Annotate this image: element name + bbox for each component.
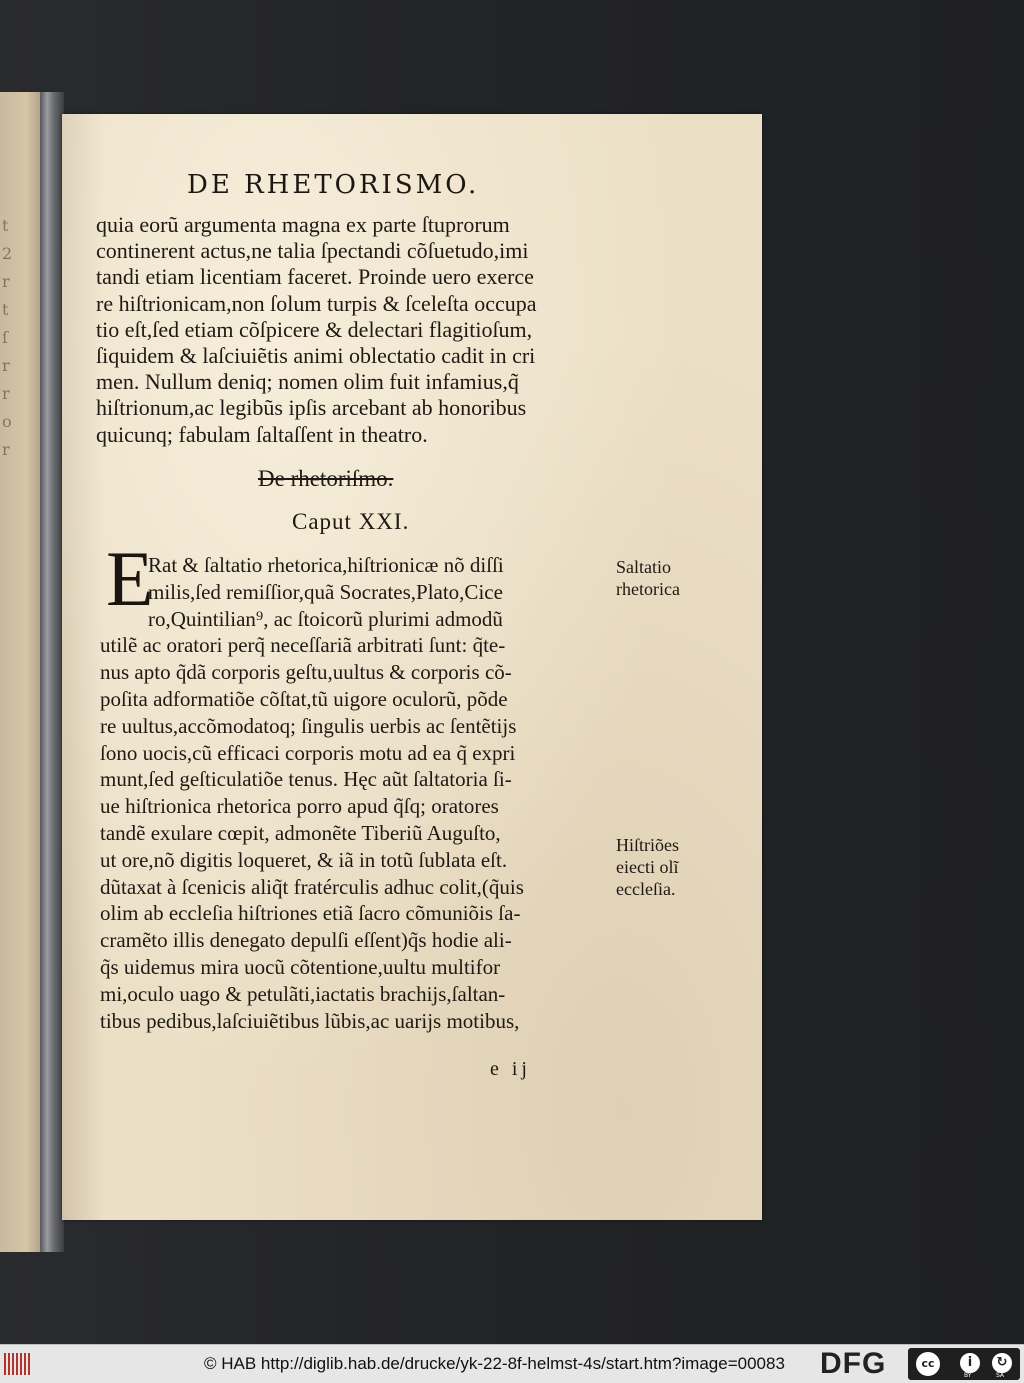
text-line: ue hiſtrionica rhetorica porro apud q̃ſq; oratores [100, 794, 499, 819]
text-line: q̃s uidemus mira uocũ cõtentione,uultu multifor [100, 954, 501, 979]
running-head: DE RHETORISMO. [187, 170, 480, 200]
text-line: nus apto q̃dã corporis geſtu,uultus & corporis cõ- [100, 660, 512, 685]
source-link[interactable]: © HAB http://diglib.hab.de/drucke/yk-22-8f-helmst-4s/start.htm?image=00083 [204, 1354, 785, 1373]
text-line: olim ab eccleſia hiſtriones etiã ſacro cõmuniõis ſa- [100, 901, 521, 926]
text-line: hiſtrionum,ac legibũs ipſis arcebant ab honoribus [96, 395, 527, 421]
margin-note-histriones [616, 834, 679, 900]
drop-initial: E [106, 535, 154, 622]
text-line: ſiquidem & laſciuiẽtis animi oblectatio cadit in cri [96, 343, 536, 369]
text-line: ro,Quintilian⁹, ac ſtoicorũ plurimi admodũ [148, 606, 503, 631]
library-barcode-icon [4, 1353, 34, 1375]
previous-page-edge [0, 92, 44, 1252]
signature-mark: e ij [490, 1058, 531, 1080]
by-label: BY [964, 1372, 972, 1379]
margin-note-line: Saltatio [616, 557, 671, 577]
text-line: milis,ſed remiſſior,quã Socrates,Plato,Cice [148, 579, 503, 604]
text-line: tandi etiam licentiam faceret. Proinde uero exerce [96, 264, 534, 290]
text-line: poſita adformatiõe cõſtat,tũ uigore oculorũ, põde [100, 686, 508, 711]
text-line: munt,ſed geſticulatiõe tenus. Hęc aũt ſaltatoria ſi- [100, 767, 512, 792]
text-line: re uultus,accõmodatoq; ſingulis uerbis ac ſentẽtijs [100, 713, 517, 738]
text-line: re hiſtrionicam,non ſolum turpis & ſceleſta occupa [96, 290, 537, 316]
sa-label: SA [996, 1372, 1005, 1379]
previous-page-fragments: t 2 r t ſ r r o r [2, 216, 13, 459]
dfg-logo: DFG [820, 1347, 887, 1380]
text-line: tio eſt,ſed etiam cõſpicere & delectari flagitioſum, [96, 316, 533, 342]
margin-note-saltatio [616, 556, 680, 600]
text-line: men. Nullum deniq; nomen olim fuit infamius,q̃ [96, 369, 519, 395]
book-page [62, 114, 762, 1220]
text-line: tandẽ exulare cœpit, admonẽte Tiberiũ Auguſto, [100, 820, 501, 845]
text-line: mi,oculo uago & petulãti,iactatis brachijs,ſaltan- [100, 981, 506, 1006]
continued-text [96, 212, 616, 448]
attribution-icon: i [958, 1351, 982, 1375]
margin-note-line: Hiſtriões [616, 835, 679, 855]
text-line: Rat & ſaltatio rhetorica,hiſtrionicæ nõ diſſi [148, 553, 504, 577]
margin-note-line: rhetorica [616, 579, 680, 599]
footer-bar [0, 1344, 1024, 1383]
text-line: ſono uocis,cũ efficaci corporis motu ad ea q̃ expri [100, 740, 516, 765]
chapter-text [100, 552, 620, 1034]
margin-note-line: eccleſia. [616, 879, 676, 899]
chapter-number: Caput XXI. [292, 509, 410, 534]
text-line: quia eorũ argumenta magna ex parte ſtuprorum [96, 212, 510, 237]
cc-icon: cc [914, 1350, 942, 1378]
chapter-title: De rhetoriſmo. [258, 466, 394, 491]
text-line: ut ore,nõ digitis loqueret, & iã in totũ ſublata eſt. [100, 847, 508, 872]
text-line: cramẽto illis denegato depulſi eſſent)q̃s hodie ali- [100, 928, 512, 953]
text-line: quicunq; fabulam ſaltaſſent in theatro. [96, 421, 428, 447]
license-badge[interactable] [908, 1348, 1020, 1380]
share-alike-icon: ↻ [990, 1351, 1014, 1375]
book-spine [40, 92, 64, 1252]
text-line: dũtaxat à ſcenicis aliq̃t fratérculis adhuc colit,(q̃uis [100, 874, 524, 899]
margin-note-line: eiecti olĩ [616, 857, 679, 877]
text-line: tibus pedibus,laſciuiẽtibus lũbis,ac uarijs motibus, [100, 1008, 520, 1033]
text-line: continerent actus,ne talia ſpectandi cõſuetudo,imi [96, 238, 529, 264]
text-line: utilẽ ac oratori perq̃ neceſſariã arbitrati ſunt: q̃te- [100, 633, 506, 658]
